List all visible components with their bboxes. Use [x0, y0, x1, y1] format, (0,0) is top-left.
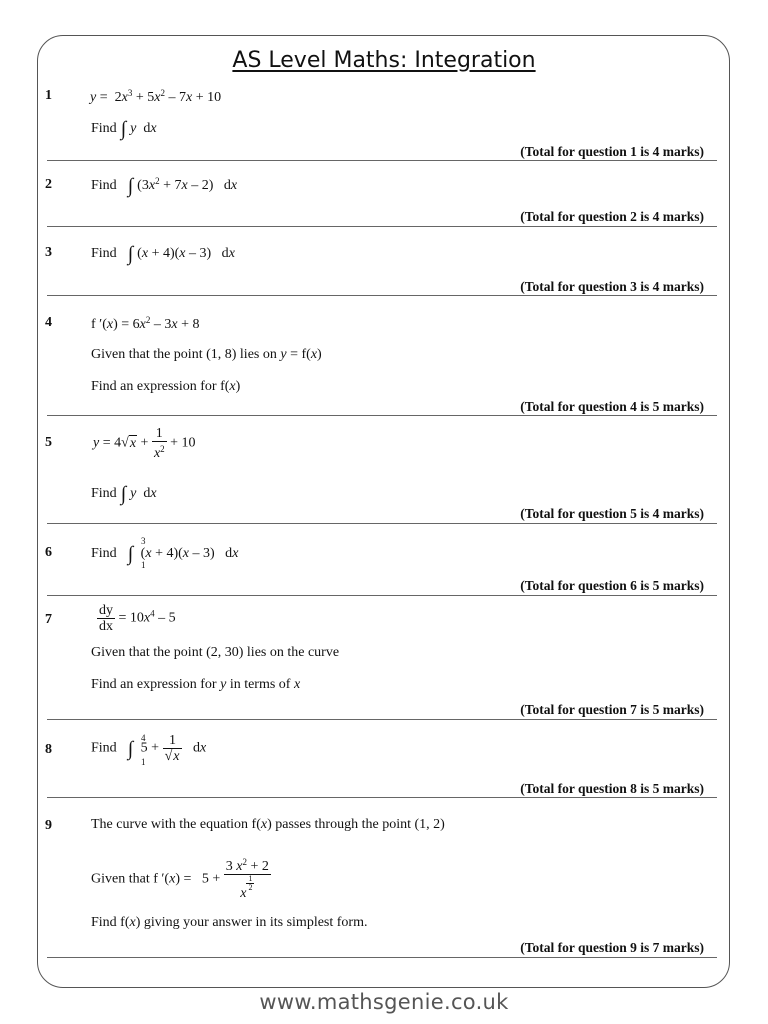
- question-number: 4: [45, 315, 52, 330]
- site-footer: www.mathsgenie.co.uk: [259, 990, 509, 1014]
- question-9-given: Given that f ′(x) = 5 + 3 $x^2 + 2$ x $\frac{1}{2}$: [91, 855, 271, 904]
- question-number: 9: [45, 818, 52, 833]
- lower-limit: 1: [141, 757, 146, 767]
- integral-sign: ∫: [127, 737, 134, 760]
- integral-sign: ∫: [127, 175, 134, 197]
- question-5-marks: (Total for question 5 is 4 marks): [520, 506, 704, 521]
- divider: [47, 415, 717, 416]
- question-1-marks: (Total for question 1 is 4 marks): [520, 144, 704, 159]
- integral-sign: ∫: [120, 118, 127, 140]
- question-2-marks: (Total for question 2 is 4 marks): [520, 209, 704, 224]
- question-1-find: Find ∫ y dx: [91, 118, 157, 140]
- divider: [47, 523, 717, 524]
- question-8-find: Find ∫ 5 + $\frac{1}{√x}$ dx: [91, 733, 207, 764]
- question-4-marks: (Total for question 4 is 5 marks): [520, 399, 704, 414]
- question-4-instruction: Find an expression for f(x): [91, 379, 241, 394]
- divider: [47, 719, 717, 720]
- divider: [47, 957, 717, 958]
- question-7-given: Given that the point (2, 30) lies on the curve: [91, 645, 340, 660]
- question-7-marks: (Total for question 7 is 5 marks): [520, 702, 704, 717]
- question-7-equation: $\frac{dy}{dx}$ = $10x^4 - 5$: [99, 603, 176, 634]
- page-title: AS Level Maths: Integration: [232, 48, 536, 73]
- divider: [47, 226, 717, 227]
- divider: [47, 295, 717, 296]
- question-4-derivative: f $'(x) = 6x^2 - 3x + 8$: [91, 315, 200, 332]
- question-9-marks: (Total for question 9 is 7 marks): [520, 940, 704, 955]
- question-6-find: Find ∫ (x + 4)(x – 3) dx: [91, 543, 239, 565]
- question-number: 7: [45, 612, 52, 627]
- lower-limit: 1: [141, 560, 146, 570]
- question-9-statement: The curve with the equation f(x) passes through the point (1, 2): [91, 817, 445, 832]
- question-6-marks: (Total for question 6 is 5 marks): [520, 578, 704, 593]
- fraction: 3 $x^2 + 2$ x $\frac{1}{2}$: [225, 857, 269, 901]
- divider: [47, 160, 717, 161]
- question-number: 8: [45, 742, 52, 757]
- question-number: 2: [45, 177, 52, 192]
- integral-sign: ∫: [120, 483, 127, 505]
- divider: [47, 797, 717, 798]
- upper-limit: 4: [141, 733, 146, 743]
- question-7-instruction: Find an expression for y in terms of x: [91, 677, 301, 692]
- question-3-find: Find ∫ (x + 4)(x – 3) dx: [91, 243, 235, 265]
- question-number: 6: [45, 545, 52, 560]
- divider: [47, 595, 717, 596]
- question-4-given: Given that the point (1, 8) lies on y = f(x): [91, 347, 322, 362]
- question-number: 3: [45, 245, 52, 260]
- fraction: $\frac{1}{√x}$: [163, 733, 183, 764]
- integral-sign: ∫: [127, 543, 134, 565]
- question-number: 5: [45, 435, 52, 450]
- question-9-instruction: Find f(x) giving your answer in its simplest form.: [91, 915, 368, 930]
- question-1-equation: $y = 2x^3 + 5x^2 - 7x + 10$: [90, 88, 222, 105]
- question-2-find: Find ∫ $(3x^2 + 7x - 2)$ dx: [91, 175, 238, 197]
- fraction: $\frac{dy}{dx}$: [99, 603, 113, 634]
- question-8-marks: (Total for question 8 is 5 marks): [520, 781, 704, 796]
- upper-limit: 3: [141, 536, 146, 546]
- question-5-find: Find ∫ y dx: [91, 483, 157, 505]
- integral-sign: ∫: [127, 243, 134, 265]
- question-5-equation: y = 4√x + $\frac{1}{x^2}$ + 10: [93, 426, 196, 461]
- fraction: $\frac{1}{x^2}$: [153, 426, 165, 461]
- question-3-marks: (Total for question 3 is 4 marks): [520, 279, 704, 294]
- question-number: 1: [45, 88, 52, 103]
